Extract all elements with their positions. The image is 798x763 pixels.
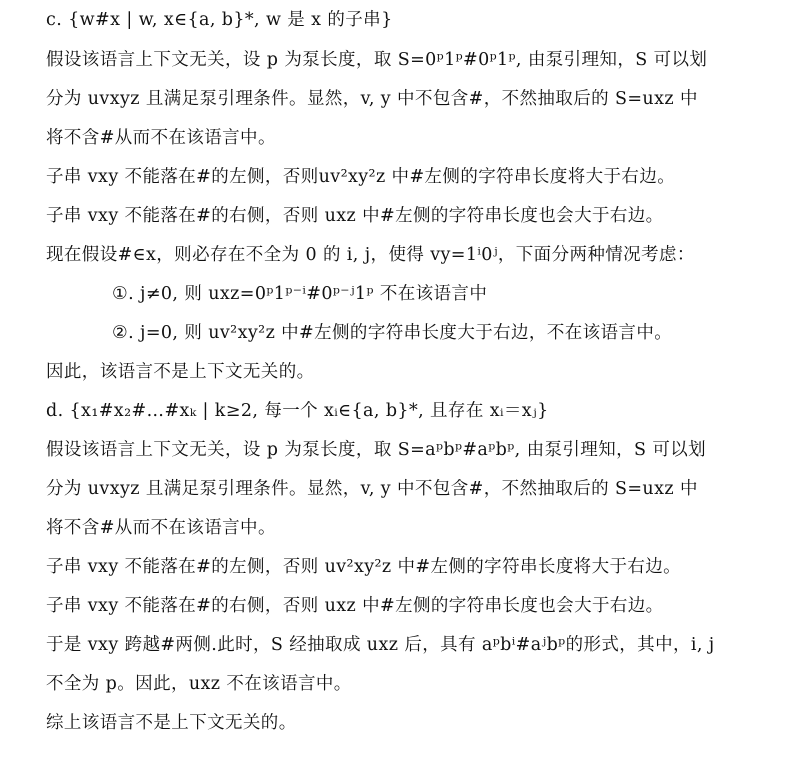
case-1-line: ①. j≠0, 则 uxz=0ᵖ1ᵖ⁻ⁱ#0ᵖ⁻ʲ1ᵖ 不在该语言中: [112, 284, 488, 304]
paragraph-line: 于是 vxy 跨越#两侧.此时，S 经抽取成 uxz 后，具有 aᵖbⁱ#aʲbᵖ的形式，其中，i, j: [46, 635, 715, 655]
paragraph-line: 子串 vxy 不能落在#的右侧，否则 uxz 中#左侧的字符串长度也会大于右边。: [46, 596, 664, 616]
paragraph-line: 子串 vxy 不能落在#的左侧，否则 uv²xy²z 中#左侧的字符串长度将大于右边。: [46, 557, 682, 577]
paragraph-line: 分为 uvxyz 且满足泵引理条件。显然，v, y 中不包含#，不然抽取后的 S=uxz 中: [46, 479, 698, 499]
paragraph-line: 将不含#从而不在该语言中。: [46, 518, 276, 538]
paragraph-line: 子串 vxy 不能落在#的右侧，否则 uxz 中#左侧的字符串长度也会大于右边。: [46, 206, 664, 226]
paragraph-line: 不全为 p。因此，uxz 不在该语言中。: [46, 674, 352, 694]
paragraph-line: 将不含#从而不在该语言中。: [46, 128, 276, 148]
paragraph-line: 假设该语言上下文无关，设 p 为泵长度，取 S=aᵖbᵖ#aᵖbᵖ, 由泵引理知，S 可以划: [46, 440, 707, 460]
paragraph-line: 现在假设#∈x，则必存在不全为 0 的 i, j，使得 vy=1ⁱ0ʲ，下面分两种情况考虑：: [46, 245, 695, 265]
paragraph-line: 子串 vxy 不能落在#的左侧，否则uv²xy²z 中#左侧的字符串长度将大于右边。: [46, 167, 676, 187]
part-c-heading: c. {w#x | w, x∈{a, b}*, w 是 x 的子串}: [46, 10, 393, 30]
case-2-line: ②. j=0, 则 uv²xy²z 中#左侧的字符串长度大于右边，不在该语言中。: [112, 323, 673, 343]
part-d-heading: d. {x₁#x₂#…#xₖ | k≥2, 每一个 xᵢ∈{a, b}*, 且存在 xᵢ＝xⱼ}: [46, 401, 549, 421]
final-conclusion: 综上该语言不是上下文无关的。: [46, 713, 297, 733]
paragraph-line: 假设该语言上下文无关，设 p 为泵长度，取 S=0ᵖ1ᵖ#0ᵖ1ᵖ, 由泵引理知，S 可以划: [46, 50, 708, 70]
conclusion-line: 因此，该语言不是上下文无关的。: [46, 362, 315, 382]
paragraph-line: 分为 uvxyz 且满足泵引理条件。显然，v, y 中不包含#，不然抽取后的 S=uxz 中: [46, 89, 698, 109]
